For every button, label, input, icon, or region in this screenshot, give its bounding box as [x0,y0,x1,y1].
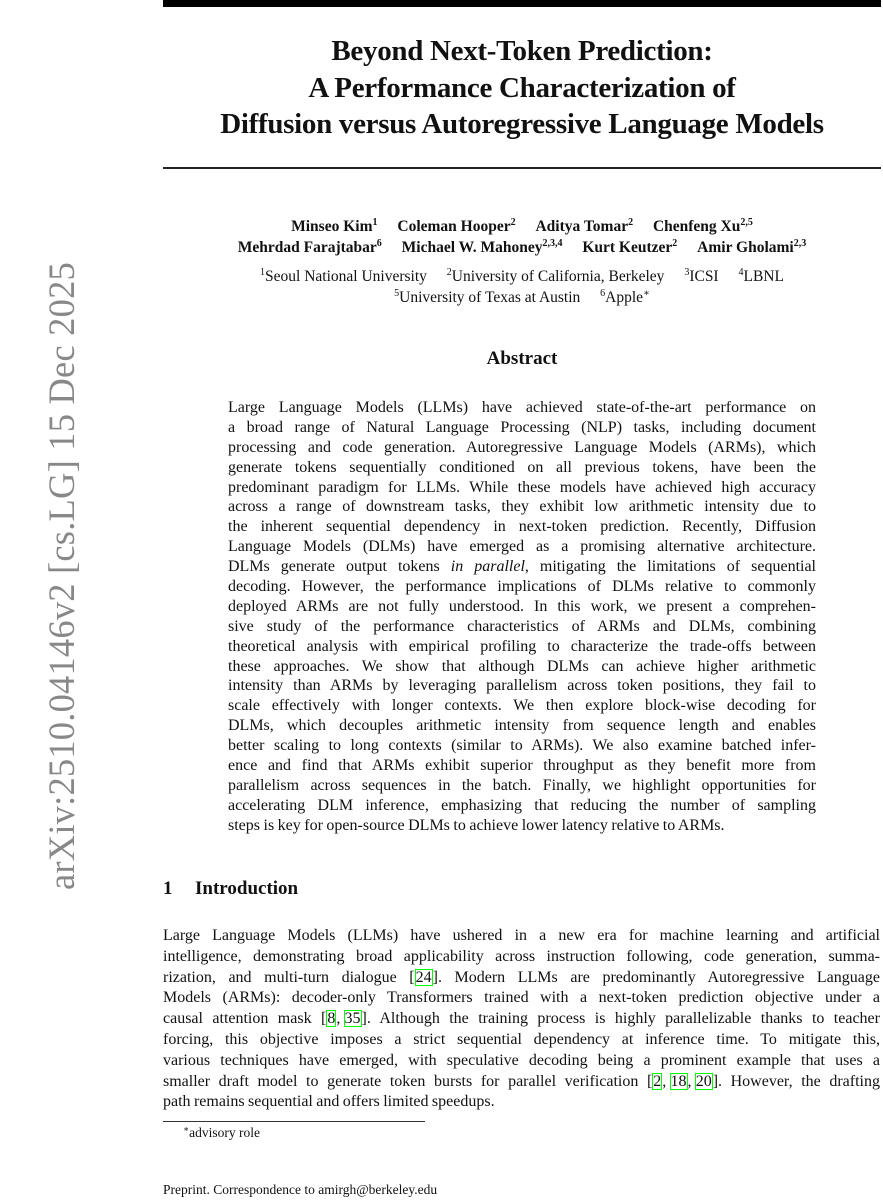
affiliation: $^1$Seoul National University [260,267,427,285]
intro-line: intelligence, demonstrating broad applicability across instruction following, code generation, summa- [163,947,880,965]
introduction-body [163,926,880,1113]
abstract-line: generate tokens sequentially conditioned on all previous tokens, have been the [228,458,816,476]
abstract-line: the inherent sequential dependency in next-token prediction. Recently, Diffusion [228,518,816,536]
intro-line: Large Language Models (LLMs) have ushered in a new era for machine learning and artificial [163,927,880,944]
author: Aditya Tomar$^2$ [535,217,634,235]
intro-line: forcing, this objective imposes a strict sequential dependency at inference time. To mitigate this, [163,1030,880,1048]
abstract-line: a broad range of Natural Language Processing (NLP) tasks, including document [228,418,816,436]
affiliation: $^6$Apple∗ [600,288,650,306]
title-line-2: A Performance Characterization of [308,71,736,104]
citation-link[interactable]: 8 [327,1010,336,1028]
section-heading-introduction [163,878,298,900]
affiliation: $^2$University of California, Berkeley [446,267,665,285]
abstract-line: Language Models (DLMs) have emerged as a promising alternative architecture. [228,538,816,556]
citation-link[interactable]: 20 [695,1072,712,1090]
intro-line: smaller draft model to generate token bursts for parallel verification [2, 18, 20]. However, the drafting [163,1072,880,1090]
citation-link[interactable]: 35 [344,1010,361,1028]
author: Minseo Kim$^1$ [291,217,378,235]
affiliation: $^4$LBNL [738,267,784,285]
affiliation-row-2 [163,287,881,308]
author: Michael W. Mahoney$^{2,3,4}$ [401,238,563,256]
author: Coleman Hooper$^2$ [397,217,516,235]
abstract-line: processing and code generation. Autoregressive Language Models (ARMs), which [228,438,816,456]
abstract-line: intensity than ARMs by leveraging parallelism across token positions, they fail to [228,677,816,695]
abstract-line: steps is key for open-source DLMs to achieve lower latency relative to ARMs. [228,816,725,834]
section-number: 1 [163,878,173,899]
abstract-line: Large Language Models (LLMs) have achieved state-of-the-art performance on [228,399,816,416]
author: Chenfeng Xu$^{2,5}$ [652,217,753,235]
footnote: ∗advisory role [183,1124,260,1140]
intro-line: rization, and multi-turn dialogue [24]. Modern LLMs are predominantly Autoregressive Language [163,968,880,986]
abstract-line: scale effectively with longer contexts. We then explore block-wise decoding for [228,697,816,715]
section-title: Introduction [195,878,299,899]
author: Amir Gholami$^{2,3}$ [697,238,807,256]
abstract-heading: Abstract [486,348,558,369]
affiliation-list [163,266,881,308]
arxiv-identifier[interactable]: arXiv:2510.04146v2 [cs.LG] 15 Dec 2025 [41,262,82,890]
abstract-line: deployed ARMs are not fully understood. In this work, we present a comprehen- [228,597,816,615]
preprint-correspondence-note: Preprint. Correspondence to amirgh@berkeley.edu [163,1182,438,1197]
author: Kurt Keutzer$^2$ [582,238,678,256]
intro-line: Models (ARMs): decoder-only Transformers trained with a next-token prediction objective under a [163,989,880,1007]
abstract-line: ence and find that ARMs exhibit superior throughput as they benefit more from [228,757,816,775]
abstract-line: accelerating DLM inference, emphasizing that reducing the number of sampling [228,796,816,814]
abstract-body [228,398,816,836]
author: Mehrdad Farajtabar$^6$ [237,238,382,256]
title-top-rule [163,0,881,7]
abstract-line: predominant paradigm for LLMs. While these models have achieved high accuracy [228,478,816,496]
title-bottom-rule [163,167,881,169]
intro-line: path remains sequential and offers limited speedups. [163,1093,495,1111]
affiliation-row-1 [163,266,881,287]
abstract-line: sive study of the performance characteristics of ARMs and DLMs, combining [228,617,816,635]
title-line-1: Beyond Next-Token Prediction: [331,35,713,67]
intro-line: causal attention mask [8, 35]. Although the training process is highly parallelizable thanks to teacher [163,1010,880,1028]
citation-link[interactable]: 2 [653,1072,662,1090]
abstract-line: these approaches. We show that although DLMs can achieve higher arithmetic [228,657,816,675]
abstract-line: decoding. However, the performance implications of DLMs relative to commonly [228,578,816,596]
abstract-line: theoretical analysis with empirical profiling to characterize the trade-offs between [228,637,816,655]
abstract-line: better scaling to long contexts (similar to ARMs). We also examine batched infer- [228,737,816,755]
abstract-line: DLMs generate output tokens in parallel, mitigating the limitations of sequential [228,558,817,576]
paper-title [163,33,881,143]
intro-line: various techniques have emerged, with speculative decoding being a prominent example that uses a [163,1051,880,1069]
abstract-line: across a range of downstream tasks, they exhibit low arithmetic intensity due to [228,498,816,516]
citation-link[interactable]: 24 [415,968,432,986]
affiliation: $^3$ICSI [684,267,719,285]
author-row-2 [163,237,881,258]
author-row-1 [163,216,881,237]
citation-link[interactable]: 18 [670,1072,687,1090]
title-line-3: Diffusion versus Autoregressive Language Models [220,108,824,140]
footnote-rule [163,1121,425,1122]
abstract-line: DLMs, which decouples arithmetic intensity from sequence length and enables [228,717,816,735]
emphasis-text: in parallel [450,558,525,576]
author-list [163,216,881,258]
abstract-line: parallelism across sequences in the batch. Finally, we highlight opportunities for [228,776,816,794]
affiliation: $^5$University of Texas at Austin [394,288,581,306]
